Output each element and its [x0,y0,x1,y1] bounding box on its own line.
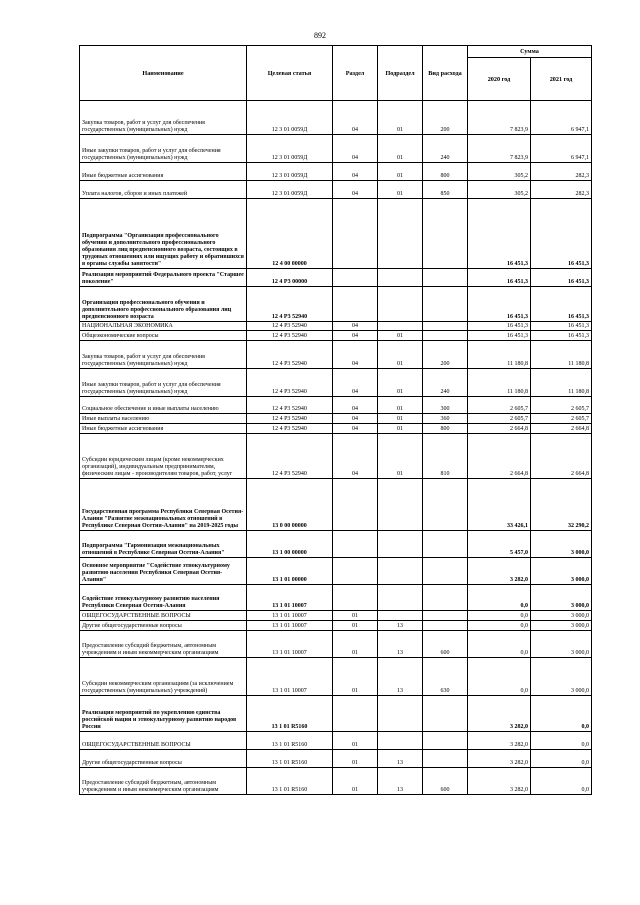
cell-subsection [378,531,423,558]
table-row [80,322,592,331]
header-subsection: Подраздел [378,46,423,101]
cell-type: 800 [423,424,468,434]
cell-2020: 3 282,0 [468,750,531,768]
cell-name: Закупка товаров, работ и услуг для обеспечения государственных (муниципальных) нужд [80,341,247,369]
cell-subsection [378,585,423,611]
table-row [80,181,592,199]
cell-2020: 2 605,7 [468,397,531,414]
cell-name: Подпрограмма "Гармонизация межнациональных отношений в Республике Северная Осетия-Алания" [80,531,247,558]
cell-2021: 3 000,0 [531,621,592,631]
cell-section: 01 [333,732,378,750]
cell-subsection [378,322,423,331]
cell-2020: 5 457,0 [468,531,531,558]
cell-code: 12 3 01 0059Д [247,135,333,163]
cell-subsection [378,611,423,621]
cell-subsection [378,732,423,750]
cell-subsection [378,199,423,269]
cell-2020: 33 426,1 [468,479,531,531]
cell-name: Субсидии юридическим лицам (кроме некоммерческих организаций), индивидуальным предпринимателям, физическим лицам - производителям товаров, работ, услуг [80,434,247,479]
cell-type: 200 [423,341,468,369]
cell-section [333,696,378,732]
cell-type [423,732,468,750]
cell-name: Реализация мероприятий по укреплению единства российской нации и этнокультурному развитию народов России [80,696,247,732]
cell-subsection: 13 [378,768,423,795]
cell-section: 04 [333,331,378,341]
cell-name: Социальное обеспечение и иные выплаты населению [80,397,247,414]
table-row [80,369,592,397]
cell-type [423,696,468,732]
cell-code: 13 1 01 10007 [247,631,333,658]
cell-name: Уплата налогов, сборов и иных платежей [80,181,247,199]
cell-2021: 3 000,0 [531,658,592,696]
cell-name: ОБЩЕГОСУДАРСТВЕННЫЕ ВОПРОСЫ [80,732,247,750]
cell-name: Предоставление субсидий бюджетным, автономным учреждениям и иным некоммерческим организациям [80,768,247,795]
cell-2021: 282,3 [531,163,592,181]
cell-2020: 0,0 [468,585,531,611]
cell-2021: 3 000,0 [531,531,592,558]
cell-section: 04 [333,101,378,135]
cell-name: Иные выплаты населению [80,414,247,424]
cell-2021: 16 451,3 [531,287,592,322]
cell-name: НАЦИОНАЛЬНАЯ ЭКОНОМИКА [80,322,247,331]
table-row [80,414,592,424]
cell-2021: 0,0 [531,732,592,750]
cell-name: Общеэкономические вопросы [80,331,247,341]
cell-name: Предоставление субсидий бюджетным, автономным учреждениям и иным некоммерческим организациям [80,631,247,658]
cell-code: 12 3 01 0059Д [247,163,333,181]
cell-code: 12 4 P3 52940 [247,322,333,331]
cell-subsection [378,558,423,585]
cell-type [423,531,468,558]
cell-code: 12 3 01 0059Д [247,181,333,199]
cell-2020: 3 282,0 [468,732,531,750]
cell-section: 04 [333,181,378,199]
table-row [80,658,592,696]
table-row [80,287,592,322]
page-number: 892 [314,31,326,40]
cell-code: 13 1 01 10007 [247,658,333,696]
cell-2020: 2 605,7 [468,414,531,424]
cell-name: Основное мероприятие "Содействие этнокультурному развитию населения Республики Северная Осетия-Алания" [80,558,247,585]
cell-section [333,199,378,269]
cell-2020: 2 664,8 [468,434,531,479]
cell-code: 13 1 01 10007 [247,621,333,631]
cell-2020: 16 451,3 [468,287,531,322]
cell-subsection: 01 [378,101,423,135]
cell-2021: 2 664,8 [531,424,592,434]
cell-2020: 0,0 [468,631,531,658]
cell-2021: 0,0 [531,696,592,732]
cell-code: 12 4 P3 52940 [247,331,333,341]
cell-subsection [378,287,423,322]
cell-2020: 3 282,0 [468,768,531,795]
table-row [80,341,592,369]
cell-code: 13 1 01 R5160 [247,750,333,768]
cell-name: Реализация мероприятий Федерального проекта "Старшее поколение" [80,269,247,287]
cell-2021: 11 180,8 [531,369,592,397]
cell-name: Иные закупки товаров, работ и услуг для обеспечения государственных (муниципальных) нужд [80,135,247,163]
cell-subsection [378,696,423,732]
cell-2021: 2 664,8 [531,434,592,479]
cell-type [423,585,468,611]
cell-2020: 11 180,8 [468,369,531,397]
cell-code: 12 4 P3 52940 [247,287,333,322]
cell-subsection: 01 [378,181,423,199]
cell-type [423,558,468,585]
cell-name: Иные закупки товаров, работ и услуг для обеспечения государственных (муниципальных) нужд [80,369,247,397]
table-row [80,434,592,479]
cell-2020: 0,0 [468,621,531,631]
cell-section: 04 [333,397,378,414]
cell-2021: 16 451,3 [531,331,592,341]
cell-section: 04 [333,424,378,434]
header-2020: 2020 год [468,58,531,101]
cell-2020: 305,2 [468,181,531,199]
cell-subsection: 01 [378,424,423,434]
cell-section: 01 [333,621,378,631]
cell-subsection [378,269,423,287]
cell-2021: 0,0 [531,750,592,768]
cell-type: 240 [423,369,468,397]
cell-name: Другие общегосударственные вопросы [80,750,247,768]
cell-subsection: 01 [378,341,423,369]
cell-2021: 2 605,7 [531,397,592,414]
cell-2020: 0,0 [468,611,531,621]
cell-2020: 16 451,3 [468,322,531,331]
cell-2021: 6 947,1 [531,135,592,163]
cell-subsection: 01 [378,163,423,181]
cell-name: Содействие этнокультурному развитию населения Республики Северная Осетия-Алания [80,585,247,611]
cell-subsection: 01 [378,369,423,397]
cell-section: 04 [333,322,378,331]
cell-2020: 7 823,9 [468,135,531,163]
cell-type: 630 [423,658,468,696]
cell-2021: 11 180,8 [531,341,592,369]
cell-type [423,199,468,269]
cell-subsection: 13 [378,658,423,696]
table-row [80,696,592,732]
cell-2020: 16 451,3 [468,199,531,269]
cell-type [423,269,468,287]
cell-2021: 32 290,2 [531,479,592,531]
cell-section: 04 [333,414,378,424]
cell-section [333,585,378,611]
cell-section: 01 [333,750,378,768]
table-row [80,768,592,795]
cell-subsection: 01 [378,434,423,479]
cell-code: 12 4 P3 52940 [247,434,333,479]
cell-section: 04 [333,341,378,369]
cell-name: Иные бюджетные ассигнования [80,424,247,434]
table-row [80,531,592,558]
table-row [80,397,592,414]
cell-type: 600 [423,631,468,658]
cell-2021: 3 000,0 [531,558,592,585]
table-row [80,331,592,341]
cell-2020: 16 451,3 [468,269,531,287]
cell-name: Подпрограмма "Организация профессионального обучения и дополнительного профессионального образования лиц предпенсионного возраста, состоящих в трудовых отношениях или ищущих работу и обратившихся в органы службы занятости" [80,199,247,269]
header-type: Вид расхода [423,46,468,101]
table-row [80,135,592,163]
cell-code: 13 1 00 00000 [247,531,333,558]
cell-type [423,750,468,768]
cell-section [333,558,378,585]
cell-type: 810 [423,434,468,479]
cell-type: 200 [423,101,468,135]
cell-2021: 282,3 [531,181,592,199]
cell-type: 360 [423,414,468,424]
cell-section: 01 [333,768,378,795]
cell-2020: 3 282,0 [468,558,531,585]
cell-code: 13 1 01 00000 [247,558,333,585]
cell-code: 12 4 00 00000 [247,199,333,269]
cell-type: 850 [423,181,468,199]
cell-type [423,287,468,322]
table-row [80,163,592,181]
table-row [80,631,592,658]
header-name: Наименование [80,46,247,101]
cell-2021: 6 947,1 [531,101,592,135]
cell-type: 300 [423,397,468,414]
cell-subsection: 13 [378,631,423,658]
cell-code: 12 4 P3 52940 [247,424,333,434]
cell-name: Организация профессионального обучения и дополнительного профессионального образования лиц предпенсионного возраста [80,287,247,322]
cell-name: Субсидии некоммерческим организациям (за исключением государственных (муниципальных) учреждений) [80,658,247,696]
cell-section [333,531,378,558]
cell-2021: 16 451,3 [531,199,592,269]
cell-name: Иные бюджетные ассигнования [80,163,247,181]
cell-type [423,611,468,621]
cell-name: Закупка товаров, работ и услуг для обеспечения государственных (муниципальных) нужд [80,101,247,135]
cell-2021: 3 000,0 [531,585,592,611]
cell-2020: 3 282,0 [468,696,531,732]
cell-name: Другие общегосударственные вопросы [80,621,247,631]
cell-name: ОБЩЕГОСУДАРСТВЕННЫЕ ВОПРОСЫ [80,611,247,621]
cell-code: 13 1 01 R5160 [247,732,333,750]
table-row [80,585,592,611]
header-sum: Сумма [468,46,592,58]
cell-2020: 16 451,3 [468,331,531,341]
cell-2021: 16 451,3 [531,269,592,287]
cell-subsection: 13 [378,621,423,631]
table-row [80,750,592,768]
cell-code: 12 4 P3 52940 [247,369,333,397]
table-body [80,101,592,795]
cell-2020: 2 664,8 [468,424,531,434]
table-row [80,424,592,434]
cell-section: 04 [333,369,378,397]
cell-2020: 0,0 [468,658,531,696]
cell-subsection [378,479,423,531]
cell-code: 12 4 P3 52940 [247,341,333,369]
cell-type [423,331,468,341]
cell-2020: 7 823,9 [468,101,531,135]
cell-type: 800 [423,163,468,181]
cell-name: Государственная программа Республики Северная Осетия-Алания "Развитие межнациональных отношений в Республике Северная Осетия-Алания" на 2019-2025 годы [80,479,247,531]
cell-section [333,287,378,322]
cell-2021: 2 605,7 [531,414,592,424]
cell-subsection: 01 [378,135,423,163]
cell-type: 240 [423,135,468,163]
cell-type [423,322,468,331]
cell-section [333,269,378,287]
cell-subsection: 01 [378,397,423,414]
table-row [80,558,592,585]
cell-section: 04 [333,163,378,181]
cell-section: 04 [333,135,378,163]
cell-2021: 3 000,0 [531,631,592,658]
cell-code: 13 1 01 R5160 [247,696,333,732]
table-row [80,611,592,621]
cell-section [333,479,378,531]
cell-2021: 0,0 [531,768,592,795]
table-row [80,621,592,631]
table-row [80,479,592,531]
cell-code: 12 3 01 0059Д [247,101,333,135]
cell-subsection: 01 [378,331,423,341]
cell-code: 13 0 00 00000 [247,479,333,531]
cell-section: 01 [333,658,378,696]
budget-table [79,45,592,795]
cell-2021: 3 000,0 [531,611,592,621]
cell-type [423,479,468,531]
cell-section: 04 [333,434,378,479]
cell-code: 12 4 P3 00000 [247,269,333,287]
table-row [80,732,592,750]
cell-section: 01 [333,631,378,658]
cell-code: 13 1 01 10007 [247,585,333,611]
header-section: Раздел [333,46,378,101]
table-row [80,269,592,287]
cell-type: 600 [423,768,468,795]
header-code: Целевая статья [247,46,333,101]
cell-code: 13 1 01 10007 [247,611,333,621]
cell-code: 12 4 P3 52940 [247,397,333,414]
table-row [80,199,592,269]
table-row [80,101,592,135]
cell-section: 01 [333,611,378,621]
cell-code: 13 1 01 R5160 [247,768,333,795]
cell-2020: 305,2 [468,163,531,181]
cell-subsection: 13 [378,750,423,768]
header-2021: 2021 год [531,58,592,101]
cell-type [423,621,468,631]
cell-code: 12 4 P3 52940 [247,414,333,424]
cell-subsection: 01 [378,414,423,424]
cell-2021: 16 451,3 [531,322,592,331]
cell-2020: 11 180,8 [468,341,531,369]
